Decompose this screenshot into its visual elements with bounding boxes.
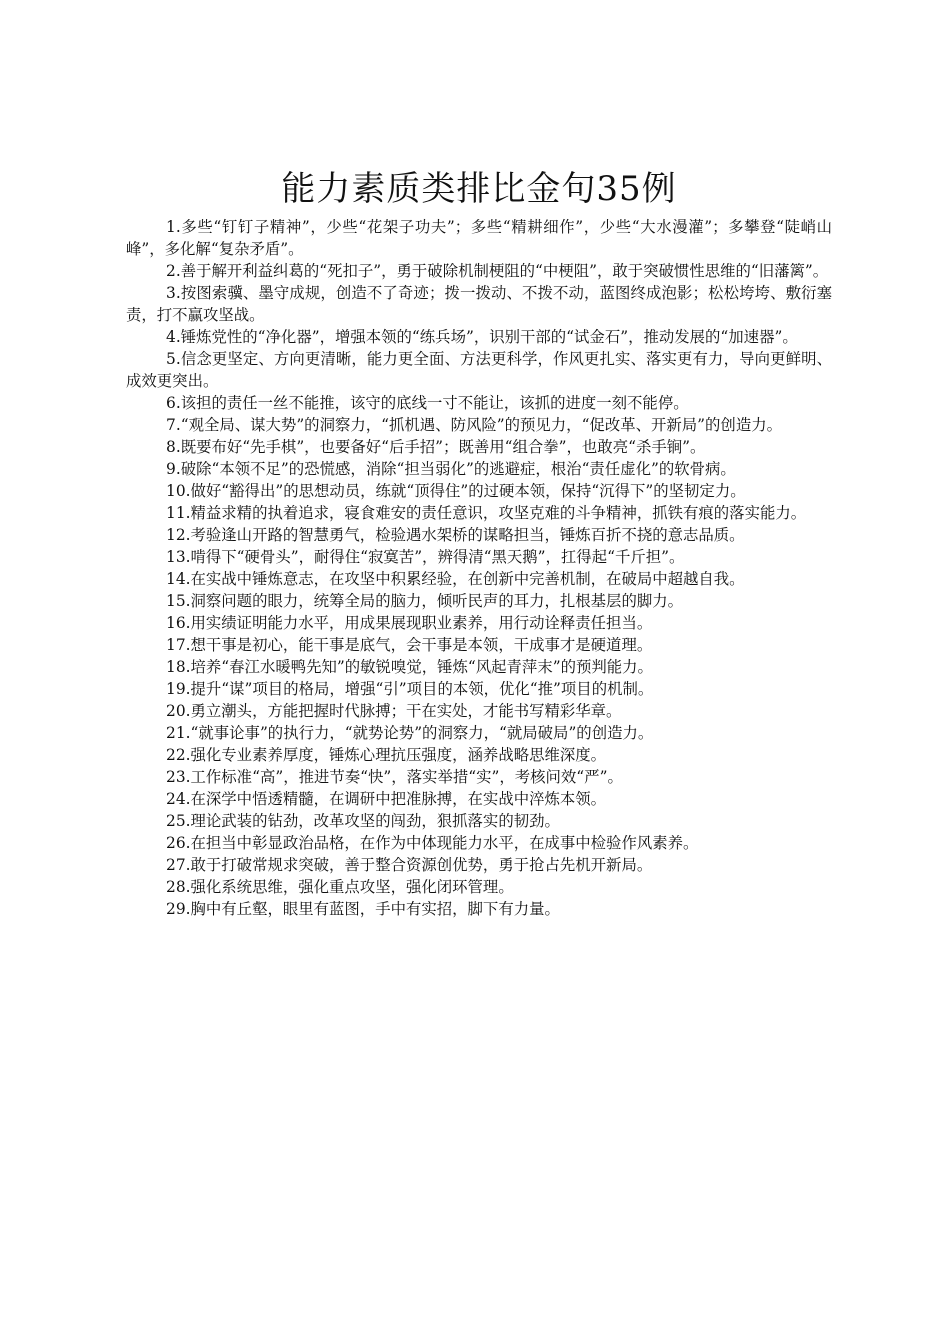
list-item: 3.按图索骥、墨守成规，创造不了奇迹；拨一拨动、不拨不动，蓝图终成泡影；松松垮垮、敷衍塞责，打不赢攻坚战。 xyxy=(126,284,832,324)
list-item: 11.精益求精的执着追求，寝食难安的责任意识，攻坚克难的斗争精神，抓铁有痕的落实能力。 xyxy=(166,504,807,522)
list-item: 7.“观全局、谋大势”的洞察力，“抓机遇、防风险”的预见力，“促改革、开新局”的创造力。 xyxy=(166,416,782,434)
list-item: 13.啃得下“硬骨头”，耐得住“寂寞苦”，辨得清“黑天鹅”，扛得起“千斤担”。 xyxy=(166,548,685,566)
list-item: 22.强化专业素养厚度，锤炼心理抗压强度，涵养战略思维深度。 xyxy=(166,746,607,764)
list-item: 9.破除“本领不足”的恐慌感，消除“担当弱化”的逃避症，根治“责任虚化”的软骨病。 xyxy=(166,460,736,478)
list-item: 29.胸中有丘壑，眼里有蓝图，手中有实招，脚下有力量。 xyxy=(166,900,560,918)
item-list xyxy=(126,216,832,920)
list-item: 2.善于解开利益纠葛的“死扣子”，勇于破除机制梗阻的“中梗阻”，敢于突破惯性思维的“旧藩篱”。 xyxy=(166,262,829,280)
list-item: 4.锤炼党性的“净化器”，增强本领的“练兵场”，识别干部的“试金石”，推动发展的“加速器”。 xyxy=(166,328,798,346)
document-title: 能力素质类排比金句35例 xyxy=(281,169,677,209)
list-item: 8.既要布好“先手棋”，也要备好“后手招”；既善用“组合拳”，也敢亮“杀手锏”。 xyxy=(166,438,706,456)
list-item: 18.培养“春江水暖鸭先知”的敏锐嗅觉，锤炼“风起青萍末”的预判能力。 xyxy=(166,658,653,676)
list-item: 6.该担的责任一丝不能推，该守的底线一寸不能让，该抓的进度一刻不能停。 xyxy=(166,394,689,412)
list-item: 17.想干事是初心，能干事是底气，会干事是本领，干成事才是硬道理。 xyxy=(166,636,653,654)
list-item: 20.勇立潮头，方能把握时代脉搏；干在实处，才能书写精彩华章。 xyxy=(166,702,622,720)
list-item: 27.敢于打破常规求突破，善于整合资源创优势，勇于抢占先机开新局。 xyxy=(166,856,653,874)
list-item: 21.“就事论事”的执行力，“就势论势”的洞察力，“就局破局”的创造力。 xyxy=(166,724,654,742)
list-item: 15.洞察问题的眼力，统筹全局的脑力，倾听民声的耳力，扎根基层的脚力。 xyxy=(166,592,684,610)
list-item: 24.在深学中悟透精髓，在调研中把准脉搏，在实战中淬炼本领。 xyxy=(166,790,607,808)
list-item: 25.理论武装的钻劲，改革攻坚的闯劲，狠抓落实的韧劲。 xyxy=(166,812,560,830)
document-page xyxy=(126,164,832,920)
list-item: 28.强化系统思维，强化重点攻坚，强化闭环管理。 xyxy=(166,878,514,896)
list-item: 23.工作标准“高”，推进节奏“快”，落实举措“实”，考核问效“严”。 xyxy=(166,768,623,786)
list-item: 19.提升“谋”项目的格局，增强“引”项目的本领，优化“推”项目的机制。 xyxy=(166,680,654,698)
list-item: 10.做好“豁得出”的思想动员，练就“顶得住”的过硬本领，保持“沉得下”的坚韧定力。 xyxy=(166,482,746,500)
list-item: 26.在担当中彰显政治品格，在作为中体现能力水平，在成事中检验作风素养。 xyxy=(166,834,699,852)
list-item: 12.考验逢山开路的智慧勇气，检验遇水架桥的谋略担当，锤炼百折不挠的意志品质。 xyxy=(166,526,745,544)
list-item: 16.用实绩证明能力水平，用成果展现职业素养，用行动诠释责任担当。 xyxy=(166,614,653,632)
list-item: 5.信念更坚定、方向更清晰，能力更全面、方法更科学，作风更扎实、落实更有力，导向更鲜明、成效更突出。 xyxy=(126,350,832,390)
list-item: 14.在实战中锤炼意志，在攻坚中积累经验，在创新中完善机制，在破局中超越自我。 xyxy=(166,570,745,588)
list-item: 1.多些“钉钉子精神”，少些“花架子功夫”；多些“精耕细作”，少些“大水漫灌”；多攀登“陡峭山峰”，多化解“复杂矛盾”。 xyxy=(126,218,832,258)
